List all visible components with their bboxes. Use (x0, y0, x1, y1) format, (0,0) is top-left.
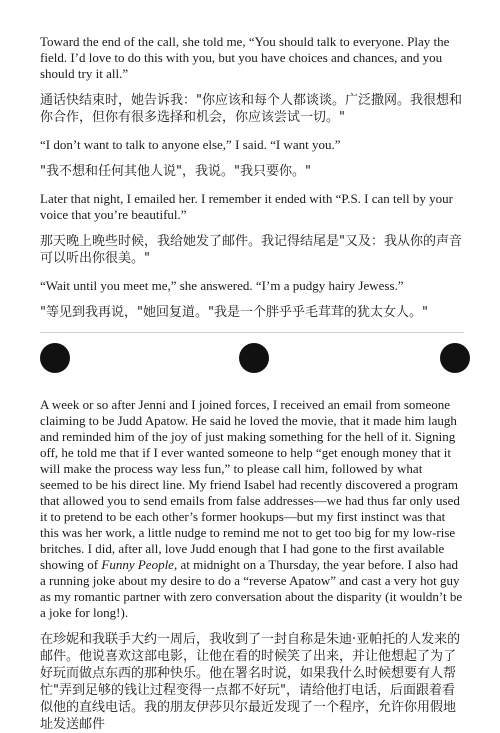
long-en-text-start: A week or so after Jenni and I joined forces, I received an email from someone claiming to be Judd Apatow. He said he loved the movie, that it made him laugh and reminded him of the joy of just making something for the hell of it. Signing off, he told me that if I ever wanted someone to help “get enough money that it will make the process way less fun,” to please call him, followed by what seemed to be his direct line. My friend Isabel had recently discovered a program that allowed you to send emails from false addresses—we had thus far only used it to pretend to be each other’s former hookups—but my first instinct was that this was her work, a little nudge to remind me not to get too big for my low-rise britches. I did, after all, love Judd enough that I had gone to the first available showing of (40, 397, 460, 572)
paragraph-zh-4: "等见到我再说，"她回复道。"我是一个胖乎乎毛茸茸的犹太女人。" (40, 305, 428, 320)
paragraph-zh-3: 那天晚上晚些时候，我给她发了邮件。我记得结尾是"又及：我从你的声音可以听出你很美。" (40, 234, 462, 266)
section-divider-line (40, 332, 464, 333)
paragraph-zh-long: 在珍妮和我联手大约一周后，我收到了一封自称是朱迪·亚帕托的人发来的邮件。他说喜欢这部电影，让他在看的时候笑了出来，并让他想起了为了好玩而做点东西的那种快乐。他在署名时说，如果我什么时候想要有人帮忙"弄到足够的钱让过程变得一点都不好玩"，请给他打电话，后面跟着看似他的直线电话。我的朋友伊莎贝尔最近发现了一个程序，允许你用假地址发送邮件 (40, 632, 461, 732)
document-page (40, 34, 464, 733)
film-title-italic: Funny People, (101, 557, 178, 572)
long-en-text-end: at midnight on a Thursday, the year before. I also had a running joke about my desire to do a “reverse Apatow” and cast a very hot guy as my romantic partner with zero conversation about the disparity (it wouldn’t be a joke for long!). (40, 557, 463, 620)
paragraph-en-long (40, 397, 464, 621)
paragraph-en-2: “I don’t want to talk to anyone else,” I said. “I want you.” (40, 137, 341, 152)
paragraph-zh-2: "我不想和任何其他人说"，我说。"我只要你。" (40, 164, 311, 179)
ornament-dot-icon (239, 343, 269, 373)
paragraph-en-1: Toward the end of the call, she told me, “You should talk to everyone. Play the field. I’d love to do this with you, but you have choices and chances, and you should try it all.” (40, 34, 450, 81)
ornament-dot-icon (440, 343, 470, 373)
paragraph-en-4: “Wait until you meet me,” she answered. “I’m a pudgy hairy Jewess.” (40, 278, 404, 293)
paragraph-zh-1: 通话快结束时，她告诉我："你应该和每个人都谈谈。广泛撒网。我很想和你合作，但你有很多选择和机会，你应该尝试一切。" (40, 93, 462, 125)
section-break-ornament (40, 339, 464, 391)
paragraph-en-3: Later that night, I emailed her. I remember it ended with “P.S. I can tell by your voice that you’re beautiful.” (40, 191, 453, 222)
ornament-dot-icon (40, 343, 70, 373)
